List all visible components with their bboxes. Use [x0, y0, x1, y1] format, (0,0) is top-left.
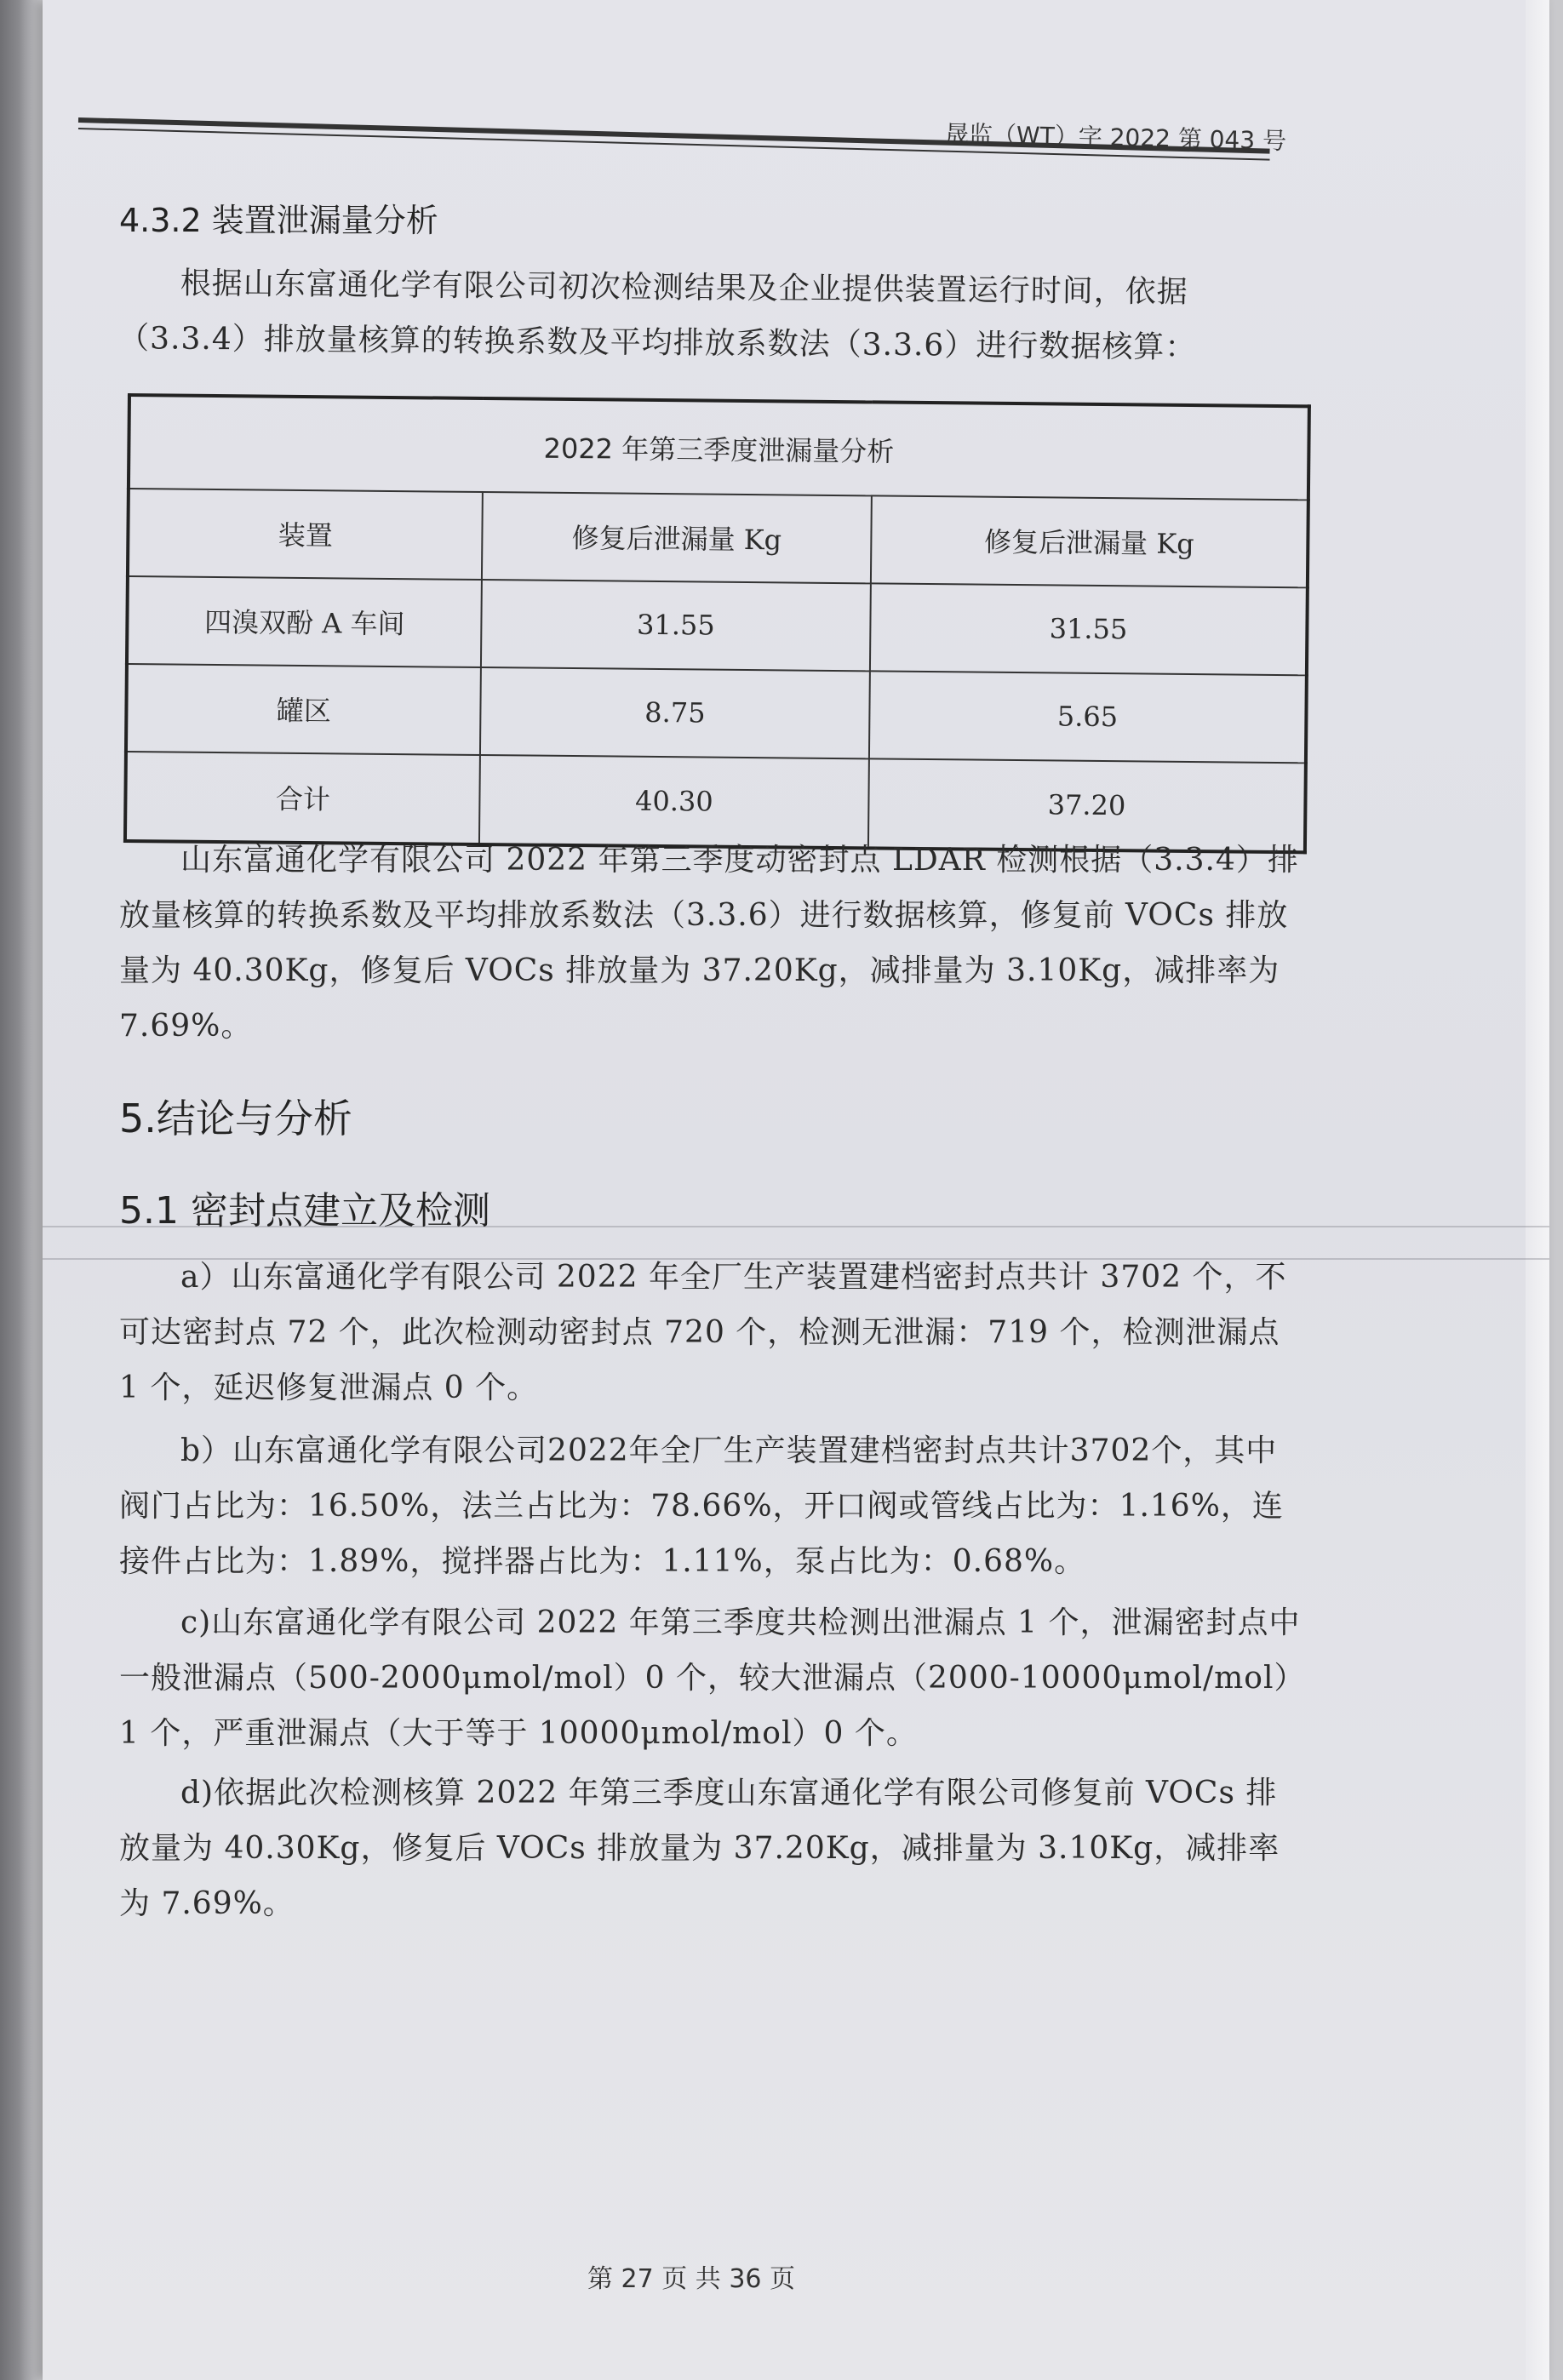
summary-paragraph: 山东富通化学有限公司 2022 年第三季度动密封点 LDAR 检测根据（3.3.4）排放量核算的转换系数及平均排放系数法（3.3.6）进行数据核算，修复前 VOCs 排放量为 40.30Kg，修复后 VOCs 排放量为 37.20Kg，减排量为 3.10Kg，减排率为 7.69%。 [119, 843, 1299, 1044]
conclusion-item-d: d)依据此次检测核算 2022 年第三季度山东富通化学有限公司修复前 VOCs 排放量为 40.30Kg，修复后 VOCs 排放量为 37.20Kg，减排量为 3.10Kg，减排率为 7.69%。 [119, 1776, 1280, 1921]
page-number: 第 27 页 共 36 页 [587, 2264, 796, 2294]
table-row [126, 664, 1307, 763]
section-heading-5-1: 5.1 密封点建立及检测 [119, 1189, 490, 1233]
table-cell: 31.55 [870, 583, 1308, 675]
table-cell: 31.55 [481, 580, 871, 671]
conclusion-item-b: b）山东富通化学有限公司2022年全厂生产装置建档密封点共计3702个，其中阀门占比为：16.50%，法兰占比为：78.66%，开口阀或管线占比为：1.16%，连接件占比为：1.89%，搅拌器占比为：1.11%，泵占比为：0.68%。 [119, 1433, 1284, 1579]
section-heading-5: 5.结论与分析 [119, 1096, 352, 1141]
table-header-cell: 修复后泄漏量 Kg [482, 492, 872, 583]
leak-analysis-table [123, 393, 1311, 854]
section-heading-4-3-2: 4.3.2 装置泄漏量分析 [119, 202, 438, 239]
intro-paragraph: 根据山东富通化学有限公司初次检测结果及企业提供装置运行时间，依据（3.3.4）排放量核算的转换系数及平均排放系数法（3.3.6）进行数据核算： [117, 266, 1197, 366]
table-cell: 5.65 [869, 671, 1307, 763]
table-header-cell: 修复后泄漏量 Kg [871, 495, 1308, 587]
conclusion-item-c: c)山东富通化学有限公司 2022 年第三季度共检测出泄漏点 1 个，泄漏密封点中一般泄漏点（500-2000μmol/mol）0 个，较大泄漏点（2000-10000μmol/mol）1 个，严重泄漏点（大于等于 10000μmol/mol）0 个。 [119, 1605, 1301, 1751]
table-row [127, 576, 1308, 675]
table-header-cell: 装置 [128, 489, 483, 580]
table-header-row [128, 489, 1308, 587]
table-cell: 37.20 [868, 758, 1306, 852]
page-edge [1526, 0, 1549, 2380]
document-number: 晟监（WT）字 2022 第 043 号 [944, 119, 1287, 156]
table-cell: 40.30 [479, 755, 869, 848]
table-cell: 罐区 [126, 664, 481, 755]
conclusion-item-a: a）山东富通化学有限公司 2022 年全厂生产装置建档密封点共计 3702 个，不可达密封点 72 个，此次检测动密封点 720 个，检测无泄漏：719 个，检测泄漏点 1 个，延迟修复泄漏点 0 个。 [119, 1260, 1287, 1405]
table-cell: 8.75 [480, 667, 870, 758]
table-title: 2022 年第三季度泄漏量分析 [129, 395, 1309, 500]
table-title-row [129, 395, 1309, 500]
table-cell: 合计 [125, 752, 480, 844]
table-cell: 四溴双酚 A 车间 [127, 576, 482, 667]
